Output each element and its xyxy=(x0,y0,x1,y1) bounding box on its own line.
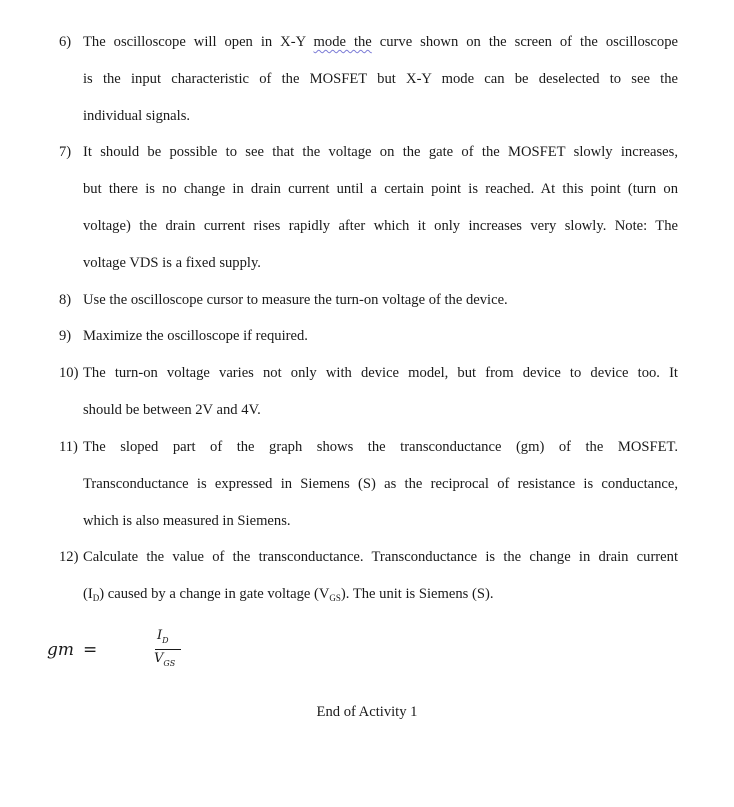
step-line: individual signals. xyxy=(83,108,191,124)
formula-lhs: gm xyxy=(47,640,75,660)
step-number: 7) xyxy=(59,144,72,160)
step-number: 12) xyxy=(59,549,79,565)
step-line: Transconductance is expressed in Siemens (S) as the reciprocal of resistance is conductance, xyxy=(83,476,678,492)
end-of-activity: End of Activity 1 xyxy=(316,704,418,720)
fraction-bar xyxy=(155,649,181,650)
step-line: The sloped part of the graph shows the transconductance (gm) of the MOSFET. xyxy=(83,439,678,455)
step-line: voltage) the drain current rises rapidly after which it only increases very slowly. Note: The xyxy=(83,218,678,234)
step-line: It should be possible to see that the voltage on the gate of the MOSFET slowly increases, xyxy=(83,144,678,160)
step-number: 6) xyxy=(59,34,72,50)
formula-numerator: $I_D$ xyxy=(157,628,169,645)
step-line: but there is no change in drain current until a certain point is reached. At this point (turn on xyxy=(83,181,678,197)
formula-equals: = xyxy=(83,640,98,660)
step-number: 8) xyxy=(59,292,72,308)
formula-fraction xyxy=(105,628,181,674)
step-line: $(I_D)$ caused by a change in gate voltage $(V_{GS})$. The unit is Siemens (S). xyxy=(83,586,494,603)
step-number: 9) xyxy=(59,328,72,344)
step-number: 11) xyxy=(59,439,78,455)
step-line: Maximize the oscilloscope if required. xyxy=(83,328,308,344)
step-line: should be between 2V and 4V. xyxy=(83,402,261,418)
step-line: The oscilloscope will open in X-Y mode the curve shown on the screen of the oscilloscope xyxy=(83,34,678,50)
step-line: The turn-on voltage varies not only with device model, but from device to device too. It xyxy=(83,365,678,381)
step-line: voltage VDS is a fixed supply. xyxy=(83,255,261,271)
step-line: which is also measured in Siemens. xyxy=(83,513,291,529)
step-line: Calculate the value of the transconductance. Transconductance is the change in drain current xyxy=(83,549,678,565)
spellcheck-squiggle[interactable]: mode the xyxy=(313,34,372,50)
step-number: 10) xyxy=(59,365,79,381)
step-line: Use the oscilloscope cursor to measure the turn-on voltage of the device. xyxy=(83,292,508,308)
formula-denominator: $V_{GS}$ xyxy=(154,651,176,668)
step-line: is the input characteristic of the MOSFET but X-Y mode can be deselected to see the xyxy=(83,71,678,87)
